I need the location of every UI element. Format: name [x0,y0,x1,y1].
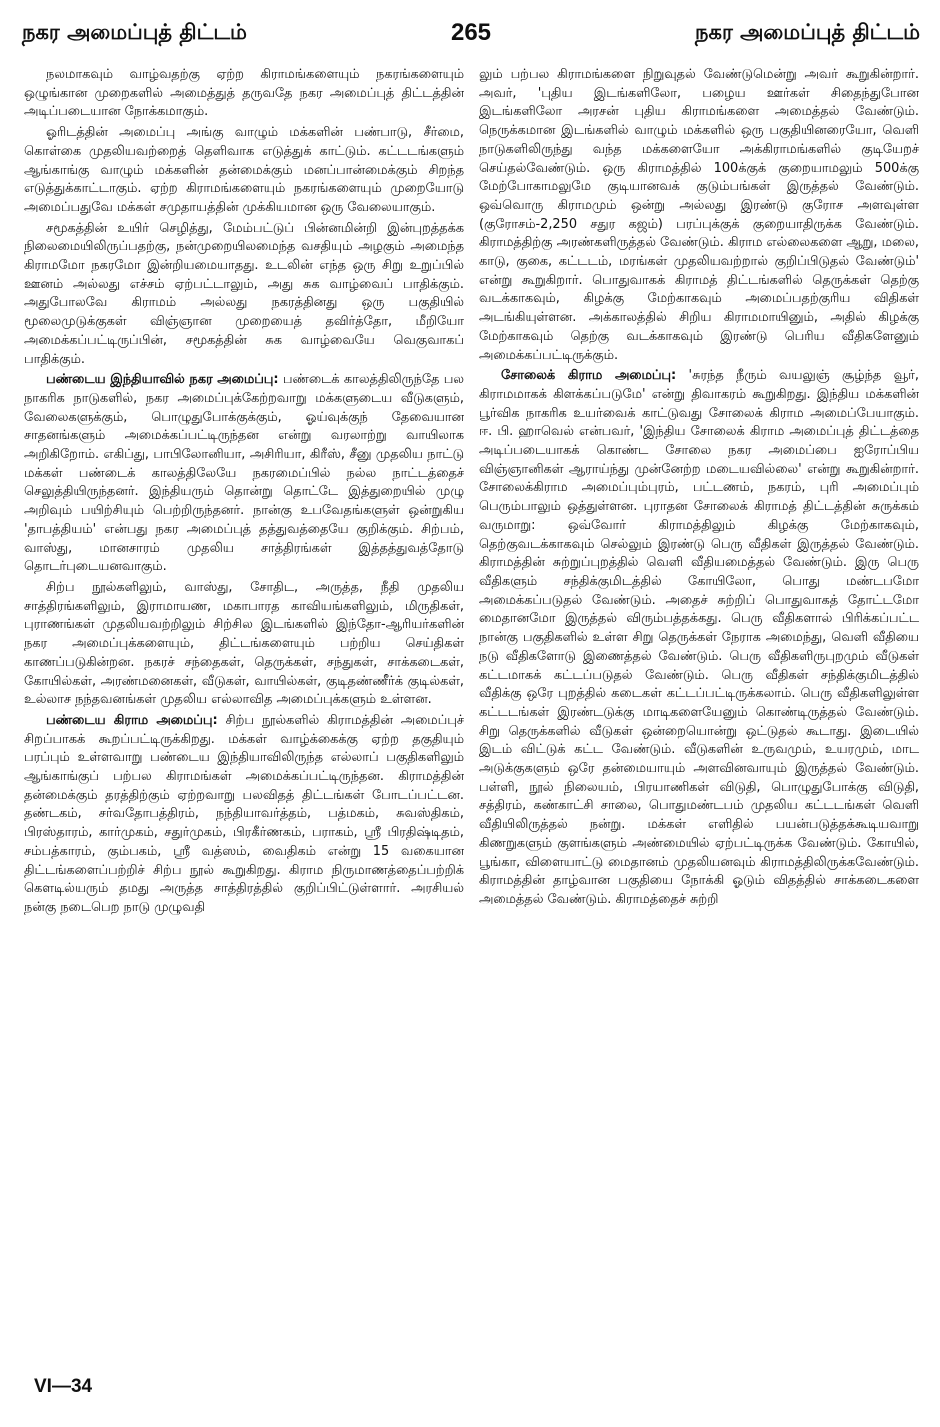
signature-mark: VI—34 [34,1376,93,1397]
paragraph-text: ஓரிடத்தின் அமைப்பு அங்கு வாழும் மக்களின் பண்பாடு, சீர்மை, கொள்கை முதலியவற்றைத் தெளிவாக எடுத்துக் காட்டும். கட்டடங்களும் ஆங்காங்கு வாழும் மக்களின் தன்மைக்கும் மனப்பான்மைக்கும் சிறந்த எடுத்துக்காட்டாகும். ஏற்ற கிராமங்களையும் நகரங்களையும் முறையோடு அமைப்பதுவே மக்கள் சமுதாயத்தின் முக்கியமான ஒரு வேலையாகும். [24,125,464,215]
paragraph-text: பண்டைக் காலத்திலிருந்தே பல நாகரிக நாடுகளில், நகர அமைப்புக்கேற்றவாறு மக்களுடைய வீடுகளும், வேலைகளுக்கும், பொழுதுபோக்குக்கும், ஓய்வுக்குந் தேவையான சாதனங்களும் அமைக்கப்பட்டிருந்தன என்று வரலாற்று வாயிலாக அறிகிறோம். எகிப்து, பாபிலோனியா, அசிரியா, கிரீஸ், சீனு முதலிய நாட்டு மக்கள் பண்டைக் காலத்திலேயே நகரமைப்பில் நல்ல நாட்டத்தைச் செலுத்தியிருந்தனர். இந்தியரும் தொன்று தொட்டே இத்துறையில் முழு அறிவும் பயிற்சியும் பெற்றிருந்தனர். நான்கு உபவேதங்களுள் ஒன்றுகிய 'தாபத்தியம்' என்பது நகர அமைப்புத் தத்துவத்தையே குறிக்கும். சிற்பம், வாஸ்து, மானசாரம் முதலிய சாத்திரங்கள் இத்தத்துவத்தோடு தொடர்புடையனவாகும். [24,372,464,575]
paragraph [24,712,464,918]
paragraph [24,124,464,218]
paragraph-text: சமூகத்தின் உயிர் செழித்து, மேம்பட்டுப் பின்னமின்றி இன்புறத்தக்க நிலைமையிலிருப்பதற்கு, நன்முறையிலமைந்த வசதியும் அழகும் அமைந்த கிராமமோ நகரமோ இன்றியமையாதது. உடலின் எந்த ஒரு சிறு உறுப்பில் ஊனம் அல்லது எச்சம் ஏற்பட்டாலும், அது சுக வாழ்வைப் பாதிக்கும். அதுபோலவே கிராமம் அல்லது நகரத்தினது ஒரு பகுதியில் மூலைமுடுக்குகள் விஞ்ஞான முறையைத் தவிர்த்தோ, மீறியோ அமைக்கப்பட்டிருப்பின், சமூகத்தின் சுக வாழ்வையே வெகுவாகப் பாதிக்கும். [24,220,464,367]
paragraph-text: லும் பற்பல கிராமங்களை நிறுவுதல் வேண்டுமென்று அவர் கூறுகின்றார். அவர், 'புதிய இடங்களிலோ, பழைய ஊர்கள் சிதைந்துபோன இடங்களிலோ அரசன் புதிய கிராமங்களை அமைத்தல் வேண்டும். நெருக்கமான இடங்களில் வாழும் மக்களில் ஒரு பகுதியினரையோ, வெளி நாடுகளிலிருந்து வந்த மக்களையோ அக்கிராமங்களில் குடியேறச் செய்தல்வேண்டும். ஒரு கிராமத்தில் 100க்குக் குறையாமலும் 500க்கு மேற்போகாமலுமே குடியானவக் குடும்பங்கள் இருத்தல் வேண்டும். ஒவ்வொரு கிராமமும் ஒன்று அல்லது இரண்டு குரோச அளவுள்ள (குரோசம்-2,250 சதுர கஜம்) பரப்புக்குக் குறையாதிருக்க வேண்டும். கிராமத்திற்கு அரண்களிருத்தல் வேண்டும். கிராம எல்லைகளை ஆறு, மலை, காடு, குகை, கட்டடம், மரங்கள் முதலியவற்றால் குறிப்பிடுதல் வேண்டும்' என்று கூறுகிறார். பொதுவாகக் கிராமத் திட்டங்களில் தெருக்கள் தெற்கு வடக்காகவும், கிழக்கு மேற்காகவும் அமைப்பதற்குரிய விதிகள் அடங்கியுள்ளன. அக்காலத்தில் சிறிய கிராமமாயினும், அதில் கிழக்கு மேற்காகவும் தெற்கு வடக்காகவும் இரண்டு பெரிய வீதிகளேனும் அமைக்கப்பட்டிருக்கும். [479,67,919,363]
right-column [479,66,919,1372]
paragraph-text: நலமாகவும் வாழ்வதற்கு ஏற்ற கிராமங்களையும் நகரங்களையும் ஒழுங்கான முறைகளில் அமைத்துத் தருவதே நகர அமைப்புத் திட்டத்தின் அடிப்படையான நோக்கமாகும். [24,67,464,120]
left-column [24,66,464,1372]
page-header [22,14,920,52]
running-title-right: நகர அமைப்புத் திட்டம் [695,19,920,44]
paragraph [479,367,919,909]
section-heading: சோலைக் கிராம அமைப்பு: [501,368,677,384]
page-number: 265 [450,19,492,46]
running-title-left: நகர அமைப்புத் திட்டம் [22,19,247,44]
paragraph [24,66,464,122]
text-columns [24,66,919,1372]
paragraph-text: சிற்ப நூல்களில் கிராமத்தின் அமைப்புச் சிறப்பாகக் கூறப்பட்டிருக்கிறது. மக்கள் வாழ்க்கைக்கு ஏற்ற தகுதியும் பரப்பும் உள்ளவாறு பண்டைய இந்தியாவிலிருந்த எல்லாப் பகுதிகளிலும் ஆங்காங்குப் பற்பல கிராமங்கள் அமைக்கப்பட்டிருந்தன. கிராமத்தின் தன்மைக்கும் தரத்திற்கும் ஏற்றவாறு பலவிதத் திட்டங்கள் போடப்பட்டன. தண்டகம், சர்வதோபத்திரம், நந்தியாவர்த்தம், பத்மகம், சுவஸ்திகம், பிரஸ்தாரம், கார்முகம், சதுர்முகம், பிரகீர்ணகம், பராகம், ஸ்ரீ பிரதிஷ்டிதம், சம்பத்காரம், கும்பகம், ஸ்ரீ வத்ஸம், வைதிகம் என்று 15 வகையான திட்டங்களைப்பற்றிச் சிற்ப நூல் கூறுகிறது. கிராம நிருமாணத்தைப்பற்றிக் கௌடில்யரும் தமது அருத்த சாத்திரத்தில் குறிப்பிட்டுள்ளார். அரசியல் நன்கு நடைபெற நாடு முழுவதி [24,712,464,915]
paragraph-text: சிற்ப நூல்களிலும், வாஸ்து, சோதிட, அருத்த, நீதி முதலிய சாத்திரங்களிலும், இராமாயண, மகாபாரத காவியங்களிலும், மிருதிகள், புராணங்கள் முதலியவற்றிலும் சிற்சில இடங்களில் இந்தோ-ஆரியர்களின் நகர அமைப்புக்களையும், திட்டங்களையும் பற்றிய செய்திகள் காணப்படுகின்றன. நகரச் சந்தைகள், தெருக்கள், சந்துகள், சாக்கடைகள், கோயில்கள், அரண்மனைகள், வீடுகள், வாயில்கள், குடிதண்ணீர்க் குடில்கள், உல்லாச நந்தவனங்கள் முதலிய எல்லாவித அமைப்புக்களும் உள்ளன. [24,579,464,708]
paragraph [24,220,464,370]
paragraph [24,579,464,710]
section-heading: பண்டைய இந்தியாவில் நகர அமைப்பு: [46,372,279,388]
section-heading: பண்டைய கிராம அமைப்பு: [46,712,218,728]
paragraph-text: 'சுரந்த நீரும் வயலுஞ் சூழ்ந்த வூர், கிராமமாகக் கிளக்கப்படுமே' என்று திவாகரம் கூறுகிறது. இந்திய மக்களின் பூர்விக நாகரிக உயர்வைக் காட்டுவது சோலைக் கிராம அமைப்பேயாகும். ஈ. பி. ஹாவெல் என்பவர், 'இந்திய சோலைக் கிராம அமைப்புத் திட்டத்தை அடிப்படையாகக் கொண்ட சோலை நகர அமைப்பை ஐரோப்பிய விஞ்ஞானிகள் ஆராய்ந்து முன்னேற்ற மடையவில்லை' என்று கூறுகின்றார். சோலைக்கிராம அமைப்பும்புரம், பட்டணம், நகரம், புரி அமைப்பும் பெரும்பாலும் ஒத்துள்ளன. புராதன சோலைக் கிராமத் திட்டத்தின் சுருக்கம் வருமாறு: ஒவ்வோர் கிராமத்திலும் கிழக்கு மேற்காகவும், தெற்குவடக்காகவும் செல்லும் இரண்டு பெரு வீதிகள் இருத்தல் வேண்டும். கிராமத்தின் சுற்றுப்புறத்தில் வெளி வீதியமைத்தல் வேண்டும். இரு பெரு வீதிகளும் சந்திக்குமிடத்தில் கோயிலோ, பொது மண்டபமோ அமைக்கப்படுதல் வேண்டும். அதைச் சுற்றிப் பொதுவாகத் தோட்டமோ மைதானமோ இருத்தல் விரும்பத்தக்கது. பெரு வீதிகளால் பிரிக்கப்பட்ட நான்கு பகுதிகளில் உள்ள சிறு தெருக்கள் நேராக அமைந்து, வெளி வீதியை நடு வீதிகளோடு இணைத்தல் வேண்டும். பெரு வீதிகளிருபுறமும் வீடுகள் கட்டமாகக் கட்டப்படுதல் வேண்டும். பெரு வீதிகள் சந்திக்குமிடத்தில் வீதிக்கு ஒரே புறத்தில் கடைகள் கட்டப்பட்டிருக்கலாம். பெரு வீதிகளிலுள்ள கட்டடங்கள் இரண்டடுக்கு மாடிகளையேனும் கொண்டிருத்தல் வேண்டும். சிறு தெருக்களில் வீடுகள் ஒன்றையொன்று ஒட்டுதல் கூடாது. இடையில் இடம் விட்டுக் கட்ட வேண்டும். வீடுகளின் உருவமும், உயரமும், மாட அடுக்குகளும் ஒரே தன்மையாயும் அளவினவாயும் இருத்தல் வேண்டும். பள்ளி, நூல் நிலையம், பிரயாணிகள் விடுதி, பொழுதுபோக்கு விடுதி, சத்திரம், கண்காட்சி சாலை, பொதுமண்டபம் முதலிய கட்டடங்கள் வெளி வீதியிலிருத்தல் நன்று. மக்கள் எளிதில் பயன்படுத்தக்கூடியவாறு கிணறுகளும் குளங்களும் அண்மையில் ஏற்பட்டிருக்க வேண்டும். கோயில், பூங்கா, விளையாட்டு மைதானம் முதலியனவும் கிராமத்திலிருக்கவேண்டும். கிராமத்தின் தாழ்வான பகுதியை நோக்கி ஓடும் விதத்தில் சாக்கடைகளை அமைத்தல் வேண்டும். கிராமத்தைச் சுற்றி [479,368,919,907]
paragraph [24,371,464,577]
paragraph [479,66,919,365]
